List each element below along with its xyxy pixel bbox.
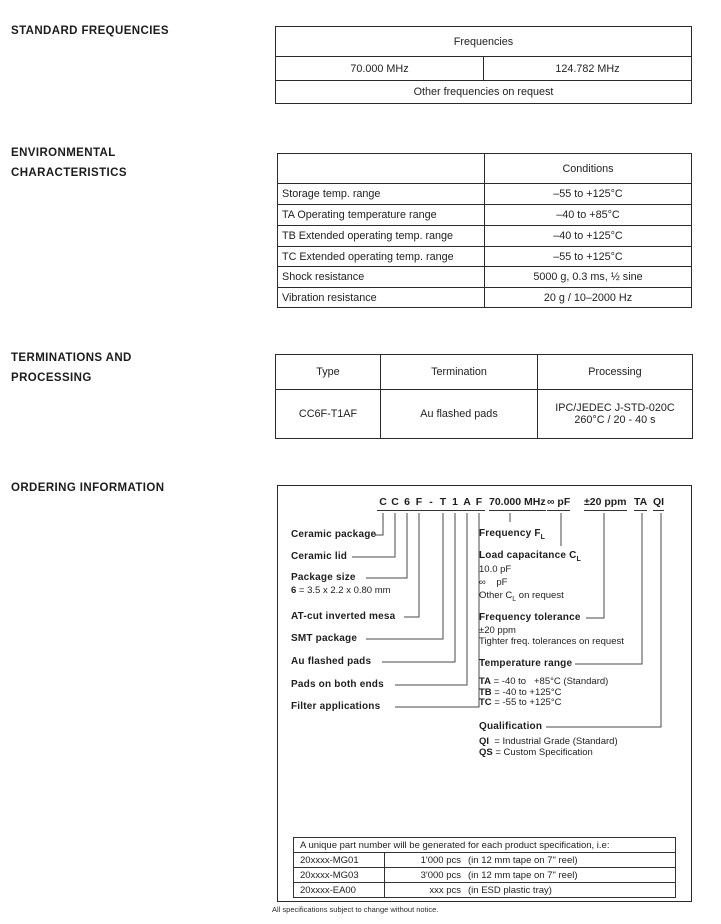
qualification-qi — [479, 736, 618, 747]
part-number-char: C — [391, 496, 399, 508]
part-number-char: A — [463, 496, 471, 508]
pn-qty: 3'000 pcs — [420, 869, 461, 881]
terminations-table — [275, 354, 693, 439]
env-row-value: –40 to +125°C — [485, 226, 692, 247]
tolerance-note: Tighter freq. tolerances on request — [479, 636, 624, 647]
term-type-value: CC6F-T1AF — [276, 390, 381, 439]
temp-ta-code: TA — [479, 676, 491, 687]
temp-range-ta — [479, 676, 608, 687]
part-number-type-code — [377, 496, 485, 511]
load-cap-other-text: Other C — [479, 590, 513, 601]
frequencies-table — [275, 26, 692, 104]
load-cap-label-text: Load capacitance C — [479, 550, 577, 561]
term-processing-line1: IPC/JEDEC J-STD-020C — [555, 402, 675, 414]
section-heading-terminations-line1: TERMINATIONS AND — [11, 352, 132, 364]
frequency-label-subscript: L — [540, 533, 546, 541]
label-au-flashed-pads: Au flashed pads — [291, 656, 372, 667]
load-cap-other — [479, 590, 564, 602]
label-load-capacitance — [479, 550, 581, 562]
label-pads-on-both-ends: Pads on both ends — [291, 679, 384, 690]
term-processing-value — [538, 390, 693, 439]
qual-qs-code: QS — [479, 747, 493, 758]
section-heading-environmental-line2: CHARACTERISTICS — [11, 167, 127, 179]
load-cap-option-2: ∞ pF — [479, 577, 508, 588]
part-number-char: F — [475, 496, 483, 508]
pn-qty: 1'000 pcs — [420, 854, 461, 866]
part-number-char: F — [415, 496, 423, 508]
pn-qty: xxx pcs — [429, 884, 461, 896]
label-filter-applications: Filter applications — [291, 701, 381, 712]
pn-table-packaging — [385, 853, 676, 868]
label-smt-package: SMT package — [291, 633, 358, 644]
term-header-termination: Termination — [381, 355, 538, 390]
env-row-label: Shock resistance — [278, 267, 485, 288]
part-number-char: T — [439, 496, 447, 508]
env-header-empty — [278, 154, 485, 184]
pn-table-partnumber: 20xxxx-MG03 — [294, 868, 385, 883]
pn-table-partnumber: 20xxxx-MG01 — [294, 853, 385, 868]
package-size-code: 6 — [291, 585, 297, 596]
tolerance-value: ±20 ppm — [479, 625, 516, 636]
frequency-label-text: Frequency F — [479, 528, 541, 539]
part-number-examples-table — [293, 837, 676, 898]
env-row-value: –55 to +125°C — [485, 247, 692, 267]
label-at-cut-inverted-mesa: AT-cut inverted mesa — [291, 611, 396, 622]
label-qualification: Qualification — [479, 721, 543, 732]
qual-qs-value: = Custom Specification — [492, 747, 593, 758]
pn-desc: (in 12 mm tape on 7" reel) — [468, 854, 578, 866]
qualification-qs — [479, 747, 593, 758]
section-heading-environmental-line1: ENVIRONMENTAL — [11, 147, 116, 159]
part-number-char: 6 — [404, 496, 410, 508]
env-row-label: TC Extended operating temp. range — [278, 247, 485, 267]
section-heading-terminations-line2: PROCESSING — [11, 372, 92, 384]
temp-tc-code: TC — [479, 697, 492, 708]
qual-qi-code: QI — [479, 736, 490, 747]
label-frequency — [479, 528, 545, 540]
frequencies-table-header: Frequencies — [276, 27, 692, 57]
load-cap-option-1: 10.0 pF — [479, 564, 512, 575]
label-frequency-tolerance: Frequency tolerance — [479, 612, 581, 623]
temp-tb-value: = -40 to +125°C — [491, 687, 562, 698]
temp-range-tc — [479, 697, 562, 708]
pn-desc: (in 12 mm tape on 7" reel) — [468, 869, 578, 881]
env-header-conditions: Conditions — [485, 154, 692, 184]
package-size-dims: = 3.5 x 2.2 x 0.80 mm — [296, 585, 391, 596]
pn-table-packaging — [385, 883, 676, 898]
part-number-char: - — [429, 496, 433, 508]
temp-tb-code: TB — [479, 687, 492, 698]
part-number-temp-code: TA — [634, 496, 647, 511]
load-cap-other-suffix: on request — [516, 590, 564, 601]
part-number-qual-code: QI — [653, 496, 664, 511]
part-number-load-cap: ∞ pF — [547, 496, 570, 511]
env-row-label: Vibration resistance — [278, 288, 485, 308]
load-cap-label-subscript: L — [576, 555, 582, 563]
load-cap-other-subscript: L — [512, 595, 517, 603]
part-number-char: 1 — [452, 496, 458, 508]
part-number-tolerance: ±20 ppm — [584, 496, 627, 511]
env-row-value: 20 g / 10–2000 Hz — [485, 288, 692, 308]
part-number-char: C — [379, 496, 387, 508]
section-heading-standard-frequencies: STANDARD FREQUENCIES — [11, 25, 169, 37]
temp-ta-value: = -40 to +85°C (Standard) — [490, 676, 609, 687]
pn-table-packaging — [385, 868, 676, 883]
pn-table-header: A unique part number will be generated for each product specification, i.e: — [294, 838, 676, 853]
label-package-size: Package size — [291, 572, 356, 583]
term-termination-value: Au flashed pads — [381, 390, 538, 439]
label-temperature-range: Temperature range — [479, 658, 573, 669]
term-processing-line2: 260°C / 20 - 40 s — [574, 414, 656, 426]
env-row-label: TA Operating temperature range — [278, 205, 485, 226]
env-row-value: –40 to +85°C — [485, 205, 692, 226]
env-row-value: 5000 g, 0.3 ms, ½ sine — [485, 267, 692, 288]
env-row-value: –55 to +125°C — [485, 184, 692, 205]
temp-tc-value: = -55 to +125°C — [491, 697, 562, 708]
frequencies-table-footer: Other frequencies on request — [276, 81, 692, 104]
section-heading-ordering-information: ORDERING INFORMATION — [11, 482, 165, 494]
label-package-size-detail — [291, 585, 391, 596]
environmental-table — [277, 153, 692, 308]
pn-desc: (in ESD plastic tray) — [468, 884, 552, 896]
frequency-value-2: 124.782 MHz — [484, 57, 692, 81]
env-row-label: TB Extended operating temp. range — [278, 226, 485, 247]
label-ceramic-package: Ceramic package — [291, 529, 377, 540]
term-header-processing: Processing — [538, 355, 693, 390]
term-header-type: Type — [276, 355, 381, 390]
env-row-label: Storage temp. range — [278, 184, 485, 205]
ordering-information-box — [277, 485, 692, 902]
footer-disclaimer: All specifications subject to change without notice. — [272, 905, 439, 914]
qual-qi-value: = Industrial Grade (Standard) — [489, 736, 618, 747]
label-ceramic-lid: Ceramic lid — [291, 551, 348, 562]
frequency-value-1: 70.000 MHz — [276, 57, 484, 81]
part-number-frequency: 70.000 MHz — [489, 496, 546, 511]
pn-table-partnumber: 20xxxx-EA00 — [294, 883, 385, 898]
